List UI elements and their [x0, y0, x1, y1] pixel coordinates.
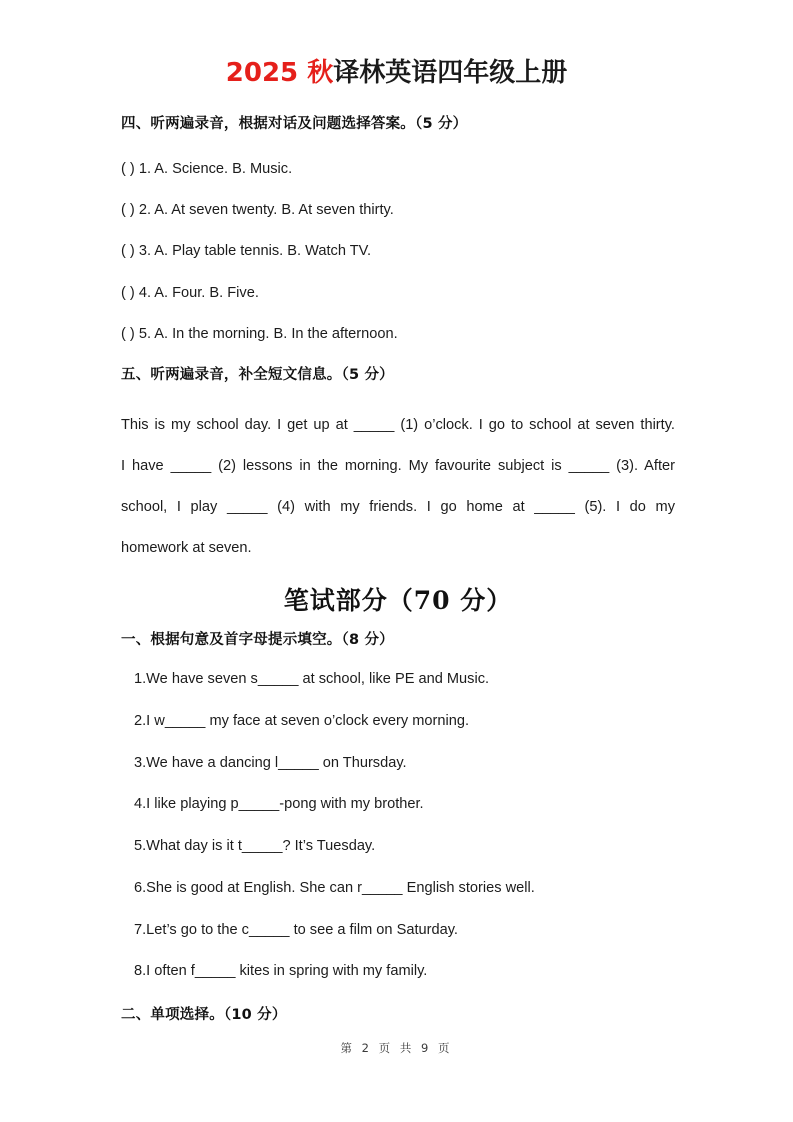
fill-blank-item-3: 3.We have a dancing l_____ on Thursday.	[134, 755, 407, 771]
fill-blank-item-1: 1.We have seven s_____ at school, like PE and Music.	[134, 671, 490, 687]
cloze-paragraph-line-2: I have _____ (2) lessons in the morning. My favourite subject is _____ (3). After	[121, 458, 675, 474]
fill-blank-item-2: 2.I w_____ my face at seven o’clock every morning.	[134, 713, 470, 729]
fill-blank-item-5: 5.What day is it t_____? It’s Tuesday.	[134, 838, 376, 854]
page-title	[0, 0, 793, 89]
fill-blank-item-6: 6.She is good at English. She can r_____ English stories well.	[134, 880, 535, 896]
written-part-heading: 笔试部分（70 分）	[283, 586, 513, 615]
cloze-paragraph-line-4: homework at seven.	[121, 540, 252, 556]
listening-choice-item-1: ( ) 1. A. Science. B. Music.	[121, 161, 293, 177]
page-footer: 第 2 页 共 9 页	[340, 1041, 453, 1055]
section-heading-listening-5: 五、听两遍录音，补全短文信息。（5 分）	[121, 367, 394, 383]
title-year-season: 2025 秋	[225, 58, 334, 88]
fill-blank-item-7: 7.Let’s go to the c_____ to see a film on Saturday.	[134, 922, 458, 938]
listening-choice-item-3: ( ) 3. A. Play table tennis. B. Watch TV.	[121, 243, 372, 259]
section-heading-listening-4: 四、听两遍录音，根据对话及问题选择答案。（5 分）	[121, 116, 468, 132]
cloze-paragraph-line-3: school, I play _____ (4) with my friends. I go home at _____ (5). I do my	[121, 499, 675, 515]
listening-choice-item-5: ( ) 5. A. In the morning. B. In the afternoon.	[121, 326, 398, 342]
listening-choice-item-4: ( ) 4. A. Four. B. Five.	[121, 285, 259, 301]
fill-blank-item-8: 8.I often f_____ kites in spring with my family.	[134, 963, 428, 979]
title-rest: 译林英语四年级上册	[333, 58, 568, 88]
cloze-paragraph	[121, 405, 675, 569]
listening-choice-item-2: ( ) 2. A. At seven twenty. B. At seven thirty.	[121, 202, 394, 218]
cloze-paragraph-line-1: This is my school day. I get up at _____ (1) o’clock. I go to school at seven thirty.	[121, 417, 675, 433]
section-heading-written-1: 一、根据句意及首字母提示填空。（8 分）	[121, 632, 394, 648]
fill-blank-item-4: 4.I like playing p_____-pong with my brother.	[134, 796, 424, 812]
section-heading-written-2: 二、单项选择。（10 分）	[121, 1007, 287, 1023]
